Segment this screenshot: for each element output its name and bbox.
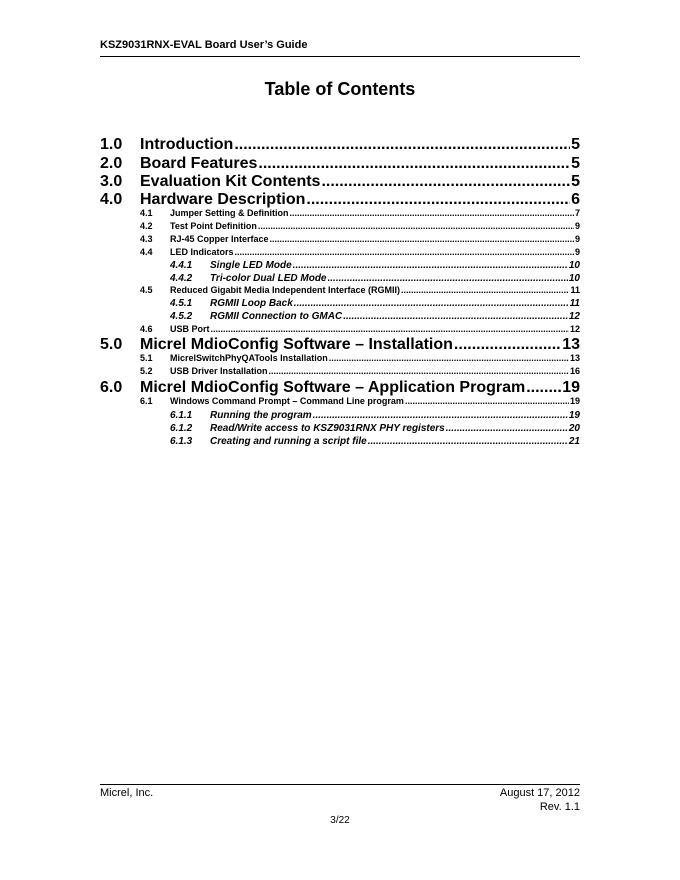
- toc-entry-page[interactable]: 9: [574, 221, 580, 231]
- toc-dot-leader: [258, 221, 574, 231]
- toc-entry-title[interactable]: Board Features: [140, 155, 258, 172]
- toc-entry-number: 4.4.2: [170, 273, 193, 284]
- toc-entry-number: 1.0: [100, 136, 123, 153]
- toc-entry-title[interactable]: MicrelSwitchPhyQATools Installation: [170, 353, 328, 363]
- toc-dot-leader: [321, 173, 570, 191]
- toc-entry[interactable]: [140, 396, 580, 409]
- toc-entry-page[interactable]: 11: [569, 298, 580, 309]
- toc-entry-page[interactable]: 5: [571, 173, 580, 190]
- toc-entry[interactable]: [140, 285, 580, 298]
- toc-entry-page[interactable]: 19: [569, 396, 580, 406]
- toc-dot-leader: [294, 298, 569, 309]
- toc-entry-title[interactable]: Hardware Description: [140, 191, 306, 208]
- toc-entry[interactable]: [140, 221, 580, 234]
- header-divider: [100, 56, 580, 57]
- toc-entry-number: 6.1.3: [170, 436, 193, 447]
- toc-entry-number: 4.1: [140, 208, 153, 218]
- toc-dot-leader: [329, 353, 569, 363]
- toc-entry-number: 5.2: [140, 366, 153, 376]
- toc-entry-number: 6.1: [140, 396, 153, 406]
- toc-entry[interactable]: [140, 366, 580, 379]
- toc-entry-number: 4.4: [140, 247, 153, 257]
- toc-entry-number: 4.0: [100, 191, 123, 208]
- toc-entry[interactable]: [170, 436, 580, 449]
- toc-entry-title[interactable]: Creating and running a script file: [210, 436, 367, 447]
- toc-entry-title[interactable]: USB Port: [170, 324, 210, 334]
- toc-entry-title[interactable]: Micrel MdioConfig Software – Application Program: [140, 379, 526, 396]
- toc-entry-number: 4.6: [140, 324, 153, 334]
- footer-revision: Rev. 1.1: [539, 801, 580, 813]
- toc-entry-number: 6.0: [100, 379, 123, 396]
- footer-company: Micrel, Inc.: [100, 787, 154, 799]
- toc-entry-page[interactable]: 5: [571, 155, 580, 172]
- toc-entry-title[interactable]: USB Driver Installation: [170, 366, 268, 376]
- toc-entry-page[interactable]: 21: [568, 436, 580, 447]
- toc-entry-number: 4.3: [140, 234, 153, 244]
- toc-dot-leader: [269, 366, 569, 376]
- footer-date: August 17, 2012: [499, 787, 580, 799]
- toc-entry-title[interactable]: Reduced Gigabit Media Independent Interface (RGMII): [170, 285, 401, 295]
- toc-entry-number: 4.5: [140, 285, 153, 295]
- toc-entry-title[interactable]: Test Point Definition: [170, 221, 257, 231]
- toc-entry[interactable]: [170, 260, 580, 273]
- toc-entry-number: 4.5.2: [170, 311, 193, 322]
- toc-entry-title[interactable]: Windows Command Prompt – Command Line program: [170, 396, 404, 406]
- toc-entry[interactable]: [170, 311, 580, 324]
- toc-entry-number: 4.4.1: [170, 260, 193, 271]
- toc-entry-page[interactable]: 7: [574, 208, 580, 218]
- toc-dot-leader: [211, 324, 569, 334]
- toc-dot-leader: [270, 234, 574, 244]
- toc-entry-page[interactable]: 5: [571, 136, 580, 153]
- toc-dot-leader: [368, 436, 568, 447]
- header-title: KSZ9031RNX-EVAL Board User’s Guide: [100, 39, 308, 51]
- toc-entry-title[interactable]: Introduction: [140, 136, 234, 153]
- toc-dot-leader: [293, 260, 568, 271]
- toc-entry-title[interactable]: Running the program: [210, 410, 312, 421]
- toc-dot-leader: [454, 336, 561, 354]
- toc-entry-page[interactable]: 13: [569, 353, 580, 363]
- toc-entry-page[interactable]: 12: [568, 311, 580, 322]
- toc-entry-page[interactable]: 19: [568, 410, 580, 421]
- toc-entry-number: 2.0: [100, 155, 123, 172]
- toc-entry-page[interactable]: 20: [568, 423, 580, 434]
- toc-entry[interactable]: [170, 423, 580, 436]
- toc-entry[interactable]: [140, 353, 580, 366]
- toc-entry-page[interactable]: 12: [569, 324, 580, 334]
- toc-entry-page[interactable]: 13: [562, 336, 580, 353]
- toc-entry-number: 4.2: [140, 221, 153, 231]
- toc-dot-leader: [526, 379, 561, 397]
- toc-entry-page[interactable]: 10: [568, 273, 580, 284]
- toc-dot-leader: [306, 191, 570, 209]
- toc-dot-leader: [313, 410, 568, 421]
- toc-entry-title[interactable]: RJ-45 Copper Interface: [170, 234, 269, 244]
- toc-dot-leader: [234, 136, 570, 154]
- toc-entry[interactable]: [170, 410, 580, 423]
- toc-entry[interactable]: [170, 298, 580, 311]
- toc-entry[interactable]: [100, 155, 580, 174]
- footer-page-number: 3/22: [330, 815, 350, 826]
- page-title: Table of Contents: [264, 79, 416, 99]
- toc-entry-page[interactable]: 9: [574, 247, 580, 257]
- footer-divider: [100, 784, 580, 785]
- toc-entry-title[interactable]: Tri-color Dual LED Mode: [210, 273, 327, 284]
- toc-entry-title[interactable]: Micrel MdioConfig Software – Installation: [140, 336, 453, 353]
- toc-entry[interactable]: [100, 136, 580, 155]
- toc-entry-number: 6.1.1: [170, 410, 193, 421]
- toc-dot-leader: [328, 273, 568, 284]
- toc-dot-leader: [401, 285, 569, 295]
- toc-dot-leader: [235, 247, 574, 257]
- toc-entry-title[interactable]: Single LED Mode: [210, 260, 292, 271]
- toc-entry-title[interactable]: Jumper Setting & Definition: [170, 208, 289, 218]
- toc-entry-title[interactable]: Evaluation Kit Contents: [140, 173, 321, 190]
- toc-entry-number: 5.1: [140, 353, 153, 363]
- toc-entry-title[interactable]: RGMII Connection to GMAC: [210, 311, 343, 322]
- toc-entry-page[interactable]: 9: [574, 234, 580, 244]
- toc-entry-number: 3.0: [100, 173, 123, 190]
- toc-entry[interactable]: [100, 173, 580, 192]
- toc-entry-title[interactable]: LED Indicators: [170, 247, 234, 257]
- toc-entry[interactable]: [140, 208, 580, 221]
- toc-entry-page[interactable]: 10: [568, 260, 580, 271]
- toc-entry-number: 4.5.1: [170, 298, 193, 309]
- toc-entry-number: 6.1.2: [170, 423, 193, 434]
- toc-entry[interactable]: [140, 234, 580, 247]
- toc-entry-page[interactable]: 6: [571, 191, 580, 208]
- toc-entry-page[interactable]: 16: [569, 366, 580, 376]
- toc-entry[interactable]: [140, 247, 580, 260]
- toc-entry-title[interactable]: RGMII Loop Back: [210, 298, 293, 309]
- toc-dot-leader: [290, 208, 574, 218]
- toc-dot-leader: [343, 311, 568, 322]
- toc-dot-leader: [258, 155, 570, 173]
- toc-dot-leader: [446, 423, 568, 434]
- toc-entry-page[interactable]: 11: [570, 285, 580, 295]
- toc-entry-title[interactable]: Read/Write access to KSZ9031RNX PHY registers: [210, 423, 445, 434]
- toc-entry-number: 5.0: [100, 336, 123, 353]
- toc-dot-leader: [405, 396, 569, 406]
- toc-entry-page[interactable]: 19: [562, 379, 580, 396]
